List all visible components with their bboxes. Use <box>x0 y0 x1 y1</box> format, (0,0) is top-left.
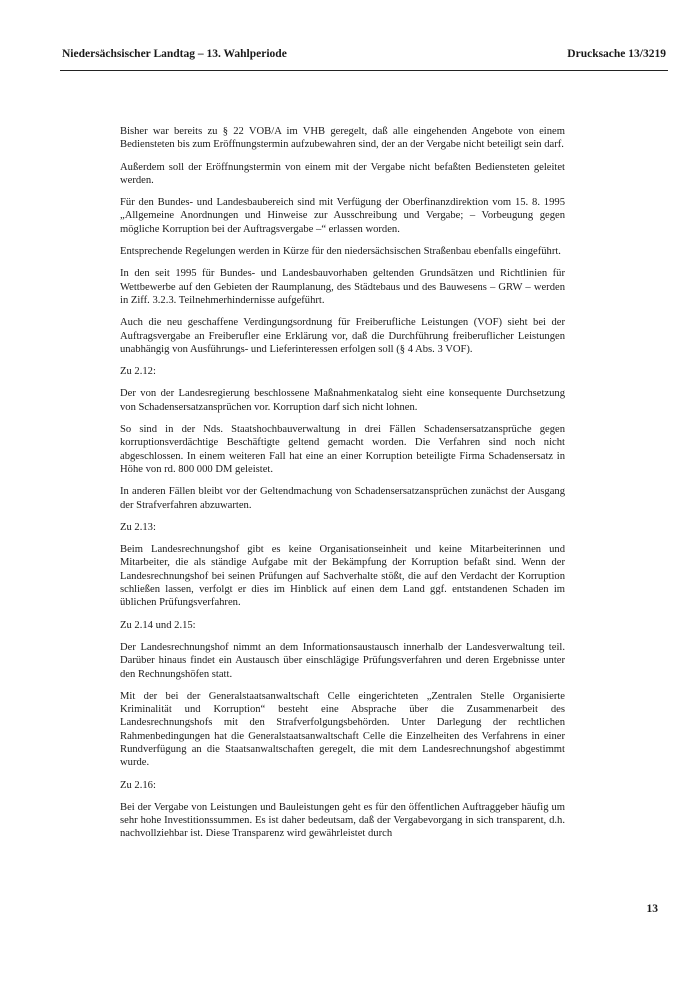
section-heading: Zu 2.16: <box>120 779 156 791</box>
paragraph: Auch die neu geschaffene Verdingungsordnung für Freiberufliche Leistungen (VOF) sieht bei der Auftragsvergabe an Freiberufler eine Erklärung vor, daß die Durchführung freiberuflicher Leistungen unabhängig von Ausführungs- und Lieferinteressen erfolgen soll (§ 4 Abs. 3 VOF). <box>120 317 565 355</box>
paragraph: Der von der Landesregierung beschlossene Maßnahmenkatalog sieht eine konsequente Durchsetzung von Schadensersatzansprüchen vor. Korruption darf sich nicht lohnen. <box>120 388 565 413</box>
header-title: Niedersächsischer Landtag – 13. Wahlperiode <box>62 48 287 60</box>
section-heading: Zu 2.13: <box>120 521 156 533</box>
page-number: 13 <box>646 903 658 915</box>
document-number: Drucksache 13/3219 <box>567 48 666 60</box>
paragraph: Bei der Vergabe von Leistungen und Bauleistungen geht es für den öffentlichen Auftraggeber häufig um sehr hohe Investitionssummen. Es ist daher bedeutsam, daß der Vergabevorgang in sich transparent, d.h. nachvollziehbar ist. Diese Transparenz wird gewährleistet durch <box>120 801 565 840</box>
paragraph: Beim Landesrechnungshof gibt es keine Organisationseinheit und keine Mitarbeiterinnen und Mitarbeiter, die als ständige Aufgabe mit der Bekämpfung der Korruption befaßt sind. Wenn der Landesrechnungshof bei seinen Prüfungen auf Sachverhalte stößt, die auf den Verdacht der Korruption schließen lassen, verfolgt er dies im Hinblick auf einen dem Land ggf. entstandenen Schaden im üblichen Prüfungsverfahren. <box>120 544 565 609</box>
document-body <box>120 125 565 850</box>
paragraph: In anderen Fällen bleibt vor der Geltendmachung von Schadensersatzansprüchen zunächst der Ausgang der Strafverfahren abzuwarten. <box>120 486 565 511</box>
paragraph: In den seit 1995 für Bundes- und Landesbauvorhaben geltenden Grundsätzen und Richtlinien für Wettbewerbe auf den Gebieten der Raumplanung, des Städtebaus und des Bauwesens – GRW – werden in Ziff. 3.2.3. Teilnehmerhindernisse aufgeführt. <box>120 268 565 306</box>
paragraph: Außerdem soll der Eröffnungstermin von einem mit der Vergabe nicht befaßten Bediensteten geleitet werden. <box>120 161 565 186</box>
section-heading: Zu 2.12: <box>120 366 156 378</box>
paragraph: Für den Bundes- und Landesbaubereich sind mit Verfügung der Oberfinanzdirektion vom 15. 8. 1995 „Allgemeine Anordnungen und Hinweise zur Ausschreibung und Vergabe; – Vorbeugung gegen mögliche Korruption bei der Auftragsvergabe –“ erlassen worden. <box>120 197 565 235</box>
paragraph: Mit der bei der Generalstaatsanwaltschaft Celle eingerichteten „Zentralen Stelle Organisierte Kriminalität und Korruption“ besteht eine Absprache über die Zusammenarbeit des Landesrechnungshofs mit den Strafverfolgungsbehörden. Unter Darlegung der rechtlichen Rahmenbedingungen hat die Generalstaatsanwaltschaft Celle die Einzelheiten des Verfahrens in einer Rundverfügung an die Staatsanwaltschaften geregelt, die mit dem Landesrechnungshof abgestimmt wurde. <box>120 690 565 769</box>
paragraph: Entsprechende Regelungen werden in Kürze für den niedersächsischen Straßenbau ebenfalls eingeführt. <box>120 246 561 258</box>
paragraph: So sind in der Nds. Staatshochbauverwaltung in drei Fällen Schadensersatzansprüche gegen korruptionsverdächtige Beschäftigte geltend gemacht worden. Die Verfahren sind noch nicht abgeschlossen. In einem weiteren Fall hat eine an einer Korruption beteiligte Firma Schadensersatz in Höhe von rd. 800 000 DM geleistet. <box>120 424 565 475</box>
section-heading: Zu 2.14 und 2.15: <box>120 619 196 631</box>
paragraph: Bisher war bereits zu § 22 VOB/A im VHB geregelt, daß alle eingehenden Angebote von einem Bediensteten bis zum Eröffnungstermin aufzubewahren sind, der an der Vergabe nicht beteiligt sein darf. <box>120 126 565 151</box>
page-header <box>62 48 666 60</box>
header-divider <box>60 70 668 71</box>
paragraph: Der Landesrechnungshof nimmt an dem Informationsaustausch innerhalb der Landesverwaltung teil. Darüber hinaus findet ein Austausch über einschlägige Prüfungsverfahren und deren Ergebnisse unter den Rechnungshöfen statt. <box>120 641 565 680</box>
